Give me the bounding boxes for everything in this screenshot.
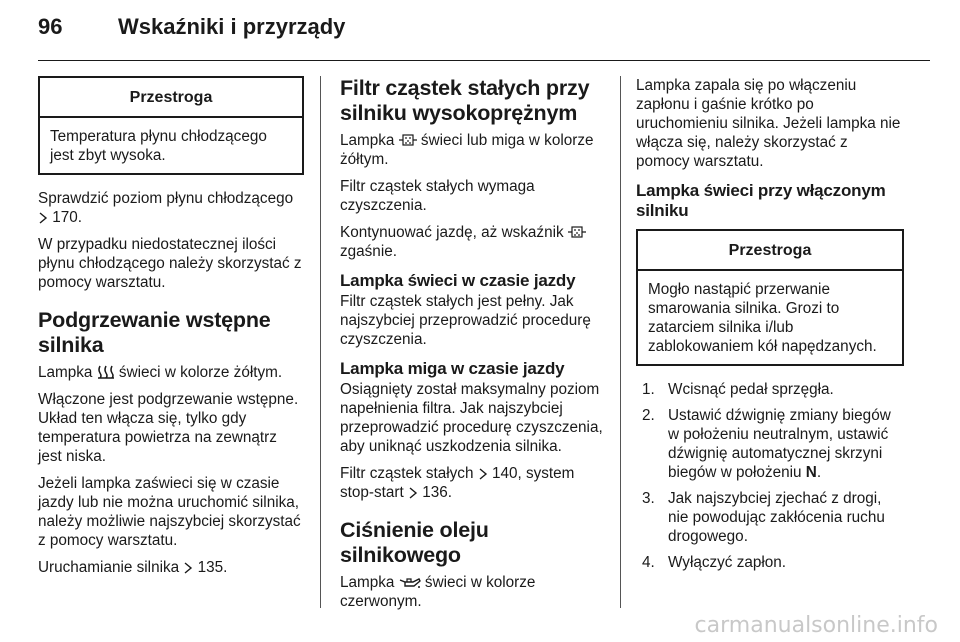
diesel-particulate-filter-icon bbox=[568, 224, 586, 240]
paragraph bbox=[38, 363, 304, 382]
subsection-heading: Lampka miga w czasie jazdy bbox=[340, 359, 565, 378]
list-item: 4. Wyłączyć zapłon. bbox=[642, 554, 787, 571]
column-left bbox=[38, 76, 304, 585]
column-middle bbox=[340, 76, 604, 619]
paragraph bbox=[340, 464, 604, 502]
paragraph bbox=[340, 131, 604, 169]
page-reference-link[interactable]: 170. bbox=[52, 209, 83, 226]
page-reference-icon bbox=[38, 211, 48, 225]
caution-text: Mogło nastąpić przerwanie smarowania silnika. Grozi to zatarciem silnika i/lub zablokowaniem kół napędzanych. bbox=[648, 281, 877, 355]
page-reference-link[interactable]: 140, system bbox=[491, 465, 575, 482]
page-title: Wskaźniki i przyrządy bbox=[118, 14, 346, 39]
caution-heading: Przestroga bbox=[40, 78, 302, 118]
caution-text: Temperatura płynu chłodzącego jest zbyt wysoka. bbox=[50, 128, 267, 164]
section-heading: Ciśnienie oleju silnikowego bbox=[340, 518, 489, 567]
paragraph: Włączone jest podgrzewanie wstępne. Układ ten włącza się, tylko gdy temperatura powietrza na zewnątrz jest niska. bbox=[38, 391, 299, 465]
paragraph: Lampka zapala się po włączeniu zapłonu i gaśnie krótko po uruchomieniu silnika. Jeżeli lampka nie włącza się, należy skorzystać z pomocy warsztatu. bbox=[636, 77, 901, 170]
paragraph bbox=[38, 558, 304, 577]
paragraph bbox=[340, 223, 604, 261]
column-divider bbox=[620, 76, 621, 608]
subsection-heading: Lampka świeci przy włączonym silniku bbox=[636, 181, 886, 220]
paragraph: Osiągnięty został maksymalny poziom napełnienia filtra. Jak najszybciej przeprowadzić procedurę czyszczenia, aby uniknąć uszkodzenia silnika. bbox=[340, 381, 603, 455]
caution-heading: Przestroga bbox=[638, 231, 902, 271]
diesel-particulate-filter-icon bbox=[399, 132, 417, 148]
procedure-steps bbox=[636, 380, 904, 572]
header-divider bbox=[38, 60, 930, 61]
gear-position-label: N bbox=[805, 464, 817, 481]
caution-box bbox=[38, 76, 304, 175]
column-divider bbox=[320, 76, 321, 608]
text: Filtr cząstek stałych bbox=[340, 465, 474, 482]
text: świeci lub miga w kolorze żółtym. bbox=[340, 132, 594, 168]
paragraph bbox=[340, 573, 604, 611]
page-reference-link[interactable]: 136. bbox=[422, 484, 453, 501]
text: Sprawdzić poziom płynu chłodzącego bbox=[38, 190, 294, 207]
paragraph bbox=[38, 189, 304, 227]
text: Lampka bbox=[340, 132, 395, 149]
text: świeci w kolorze żółtym. bbox=[118, 364, 283, 381]
text: Lampka bbox=[38, 364, 93, 381]
text: Uruchamianie silnika bbox=[38, 559, 180, 576]
page-header bbox=[0, 0, 960, 60]
oil-pressure-icon bbox=[399, 576, 421, 590]
watermark: carmanualsonline.info bbox=[694, 613, 938, 638]
subsection-heading: Lampka świeci w czasie jazdy bbox=[340, 271, 576, 290]
section-heading: Podgrzewanie wstępne silnika bbox=[38, 308, 271, 357]
glow-plug-icon bbox=[97, 364, 115, 380]
text: Lampka bbox=[340, 574, 395, 591]
column-right bbox=[636, 76, 904, 579]
page-reference-icon bbox=[408, 486, 418, 500]
list-item: 1. Wcisnąć pedał sprzęgła. bbox=[642, 381, 834, 398]
paragraph: Filtr cząstek stałych wymaga czyszczenia. bbox=[340, 178, 535, 214]
list-item: 2. Ustawić dźwignię zmiany biegów w położeniu neutralnym, ustawić dźwignię automatycznej skrzyni biegów w położeniu N. bbox=[642, 407, 891, 481]
paragraph: W przypadku niedostatecznej ilości płynu chłodzącego należy skorzystać z pomocy warsztatu. bbox=[38, 236, 302, 291]
section-heading: Filtr cząstek stałych przy silniku wysokoprężnym bbox=[340, 76, 590, 125]
text: stop-start bbox=[340, 484, 404, 501]
text: świeci w kolorze czerwonym. bbox=[340, 574, 536, 610]
caution-box bbox=[636, 229, 904, 366]
paragraph: Filtr cząstek stałych jest pełny. Jak najszybciej przeprowadzić procedurę czyszczenia. bbox=[340, 293, 591, 348]
page-reference-icon bbox=[183, 561, 193, 575]
text: zgaśnie. bbox=[340, 243, 397, 260]
page-number: 96 bbox=[38, 14, 63, 39]
page-reference-icon bbox=[478, 467, 488, 481]
text: Kontynuować jazdę, aż wskaźnik bbox=[340, 224, 564, 241]
page-reference-link[interactable]: 135. bbox=[197, 559, 228, 576]
list-item: 3. Jak najszybciej zjechać z drogi, nie powodując zakłócenia ruchu drogowego. bbox=[642, 490, 885, 545]
paragraph: Jeżeli lampka zaświeci się w czasie jazdy lub nie można uruchomić silnika, należy możliwie najszybciej skorzystać z pomocy warsztatu. bbox=[38, 475, 301, 549]
